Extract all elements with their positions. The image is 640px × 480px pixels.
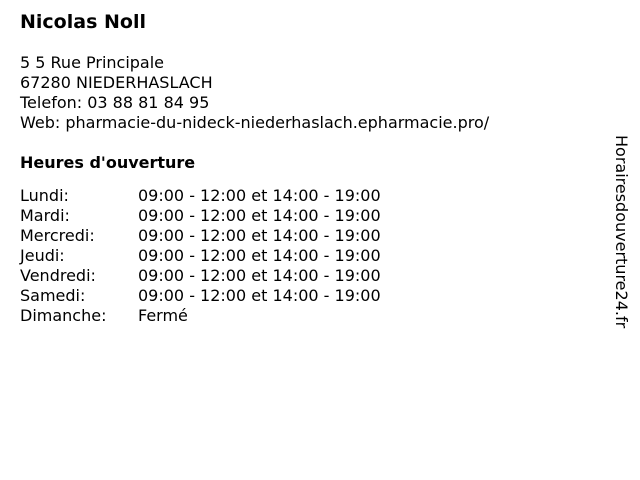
opening-hours-list <box>20 186 590 326</box>
time-value: 09:00 - 12:00 et 14:00 - 19:00 <box>138 266 381 285</box>
hours-row-monday <box>20 186 590 206</box>
web-row <box>20 113 590 133</box>
time-value: Fermé <box>138 306 188 325</box>
hours-row-tuesday <box>20 206 590 226</box>
day-label: Mercredi: <box>20 226 95 245</box>
day-label: Vendredi: <box>20 266 96 285</box>
business-name: Nicolas Noll <box>20 11 146 33</box>
time-value: 09:00 - 12:00 et 14:00 - 19:00 <box>138 226 381 245</box>
time-value: 09:00 - 12:00 et 14:00 - 19:00 <box>138 246 381 265</box>
day-label: Samedi: <box>20 286 86 305</box>
site-brand-vertical[interactable]: Horairesdouverture24.fr <box>612 135 631 329</box>
day-label: Dimanche: <box>20 306 107 325</box>
phone-number[interactable]: 03 88 81 84 95 <box>87 93 210 112</box>
day-label: Lundi: <box>20 186 69 205</box>
time-value: 09:00 - 12:00 et 14:00 - 19:00 <box>138 206 381 225</box>
time-value: 09:00 - 12:00 et 14:00 - 19:00 <box>138 286 381 305</box>
opening-hours-title: Heures d'ouverture <box>20 153 196 172</box>
hours-row-thursday <box>20 246 590 266</box>
time-value: 09:00 - 12:00 et 14:00 - 19:00 <box>138 186 381 205</box>
hours-row-friday <box>20 266 590 286</box>
day-label: Jeudi: <box>20 246 65 265</box>
business-card <box>20 10 590 326</box>
street-address: 5 5 Rue Principale <box>20 53 165 72</box>
phone-row <box>20 93 590 113</box>
hours-row-wednesday <box>20 226 590 246</box>
phone-label: Telefon: <box>20 93 83 112</box>
day-label: Mardi: <box>20 206 70 225</box>
city-postal: 67280 NIEDERHASLACH <box>20 73 213 92</box>
hours-row-sunday <box>20 306 590 326</box>
website-link[interactable]: pharmacie-du-nideck-niederhaslach.epharmacie.pro/ <box>65 113 490 132</box>
web-label: Web: <box>20 113 61 132</box>
hours-row-saturday <box>20 286 590 306</box>
